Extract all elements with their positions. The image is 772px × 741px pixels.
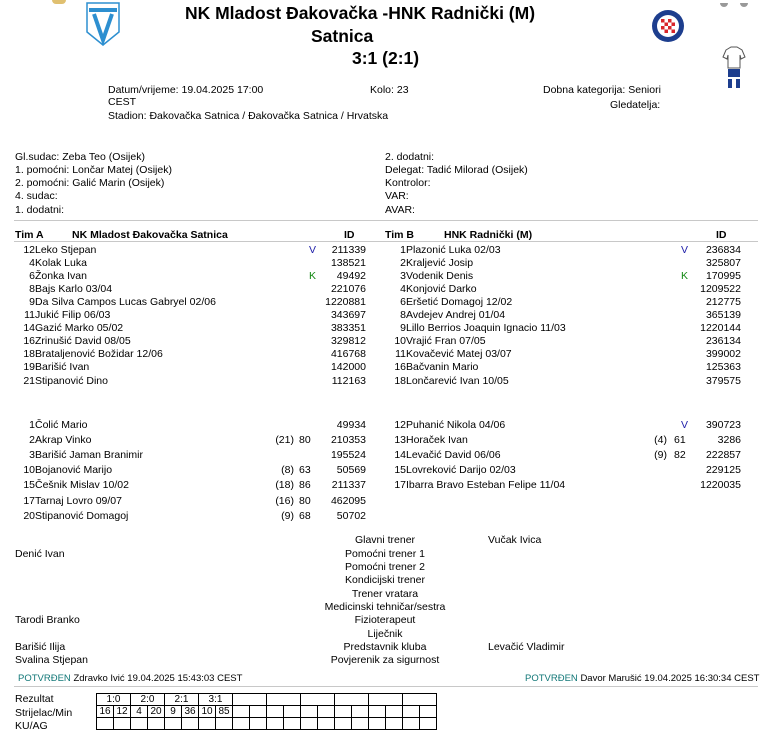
player-name: Levačić David 06/06 [406, 448, 501, 461]
ku-cell [318, 718, 335, 730]
result-cell [369, 694, 403, 706]
result-cell: 1:0 [97, 694, 131, 706]
player-number: 3 [29, 448, 35, 461]
substituted-player: (21) [275, 433, 294, 446]
match-category: Dobna kategorija: Seniori [543, 84, 661, 96]
player-id: 383351 [330, 322, 366, 335]
player-number: 18 [23, 348, 35, 361]
team-b-head-coach: Vučak Ivica [488, 534, 542, 546]
player-number: 16 [23, 335, 35, 348]
player-name: Vodenik Denis [406, 269, 474, 282]
scorer-cell: 9 [165, 706, 182, 718]
goalkeeper-mark: V [681, 418, 689, 431]
scorer-cell: 20 [148, 706, 165, 718]
player-row [0, 375, 772, 388]
result-cell [403, 694, 437, 706]
player-id: 195524 [330, 448, 366, 461]
divider [14, 220, 758, 221]
player-id: 343697 [330, 309, 366, 321]
player-id: 125363 [705, 361, 741, 374]
substitute-row [0, 449, 772, 462]
ku-cell [352, 718, 369, 730]
staff-role: Kondicijski trener [345, 574, 425, 586]
match-spectators: Gledatelja: [610, 99, 661, 111]
team-a-id-header: ID [344, 229, 355, 241]
substituted-player: (4) [654, 433, 667, 446]
player-name: Barišić Jaman Branimir [35, 448, 143, 461]
player-number: 20 [23, 509, 35, 522]
official: Gl.sudac: Zeba Teo (Osijek) [15, 151, 145, 163]
match-stadium: Stadion: Đakovačka Satnica / Đakovačka Satnica / Hrvatska [108, 110, 389, 122]
player-row [0, 335, 772, 348]
scorer-cell: 85 [216, 706, 233, 718]
captain-mark: K [309, 269, 317, 282]
official: VAR: [385, 190, 409, 202]
player-name: Akrap Vinko [35, 433, 92, 446]
confirm-text: Zdravko Ivić 19.04.2025 15:43:03 CEST [73, 673, 243, 684]
official: 4. sudac: [15, 190, 58, 202]
player-number: 15 [23, 479, 35, 492]
team-a-physio: Tarodi Branko [15, 614, 80, 626]
player-id: 222857 [705, 448, 741, 461]
team-b-club-rep: Levačić Vladimir [488, 641, 565, 653]
player-row [0, 361, 772, 374]
scoreboard-label-ku: KU/AG [15, 720, 48, 732]
player-number: 12 [394, 418, 406, 431]
official: 1. dodatni: [15, 204, 65, 216]
player-id: 212775 [705, 295, 741, 308]
confirm-label: POTVRĐEN [18, 673, 71, 684]
player-number: 4 [400, 282, 406, 295]
player-number: 18 [394, 374, 406, 387]
player-id: 210353 [330, 433, 366, 446]
player-number: 17 [23, 494, 35, 507]
player-number: 10 [394, 335, 406, 348]
corner-decoration-icon [716, 0, 752, 6]
player-id: 390723 [705, 418, 741, 431]
ku-row [97, 718, 437, 730]
player-id: 329812 [330, 335, 366, 348]
page-title: NK Mladost Đakovačka -HNK Radnički (M) [184, 3, 536, 23]
scorer-cell [369, 706, 386, 718]
player-number: 1 [29, 418, 35, 431]
player-id: 142000 [330, 361, 366, 374]
ku-cell [335, 718, 352, 730]
page-subtitle: Satnica [311, 26, 374, 46]
player-name: Gazić Marko 05/02 [35, 322, 124, 335]
player-number: 9 [400, 322, 406, 335]
substitution-minute: 61 [674, 433, 686, 446]
team-b-id-header: ID [716, 229, 727, 241]
captain-mark: K [681, 269, 689, 282]
player-row [0, 283, 772, 296]
player-id: 50702 [336, 509, 366, 522]
player-number: 9 [29, 295, 35, 308]
player-id: 379575 [705, 374, 741, 387]
staff-role: Predstavnik kluba [343, 641, 427, 653]
result-cell [335, 694, 369, 706]
away-club-logo [650, 8, 686, 44]
player-name: Horaček Ivan [406, 433, 468, 446]
player-name: Jukić Filip 06/03 [35, 309, 111, 321]
player-name: Eršetić Domagoj 12/02 [406, 295, 513, 308]
player-row [0, 348, 772, 361]
substitution-minute: 80 [299, 433, 311, 446]
match-score: 3:1 (2:1) [352, 48, 420, 68]
ku-cell [301, 718, 318, 730]
staff-role: Liječnik [367, 628, 403, 640]
substituted-player: (8) [281, 464, 294, 477]
ku-cell [250, 718, 267, 730]
match-timezone: CEST [108, 96, 137, 108]
player-id: 1220144 [700, 322, 741, 335]
team-a-club-rep: Barišić Ilija [15, 641, 66, 653]
player-name: Leko Stjepan [35, 243, 97, 256]
scorer-cell: 10 [199, 706, 216, 718]
scorer-cell [335, 706, 352, 718]
divider [14, 241, 758, 242]
player-number: 12 [23, 243, 35, 256]
result-cell: 3:1 [199, 694, 233, 706]
player-name: Stipanović Domagoj [35, 509, 129, 522]
team-a-security: Svalina Stjepan [15, 654, 88, 666]
player-name: Konjović Darko [406, 282, 477, 295]
scoreboard-label-scorer: Strijelac/Min [15, 707, 73, 719]
ku-cell [114, 718, 131, 730]
scorer-cell [301, 706, 318, 718]
player-number: 14 [394, 448, 406, 461]
confirm-text: Davor Marušić 19.04.2025 16:30:34 CEST [580, 673, 760, 684]
scorer-cell [420, 706, 437, 718]
substitute-row [0, 464, 772, 477]
player-row [0, 296, 772, 309]
staff-role: Glavni trener [354, 534, 416, 546]
scorer-cell [233, 706, 250, 718]
official: 2. dodatni: [385, 151, 435, 163]
player-name: Ibarra Bravo Esteban Felipe 11/04 [406, 479, 566, 492]
divider [14, 686, 758, 687]
staff-role: Trener vratara [351, 588, 419, 600]
player-number: 16 [394, 361, 406, 374]
result-cell [267, 694, 301, 706]
ku-cell [199, 718, 216, 730]
player-id: 112163 [331, 374, 366, 387]
confirm-label: POTVRĐEN [525, 673, 578, 684]
match-round: Kolo: 23 [370, 84, 409, 96]
player-id: 416768 [330, 348, 366, 361]
substitution-minute: 68 [299, 509, 311, 522]
official: Delegat: Tadić Milorad (Osijek) [385, 164, 528, 176]
result-cell: 2:1 [165, 694, 199, 706]
player-name: Plazonić Luka 02/03 [406, 243, 501, 256]
player-name: Vrajić Fran 07/05 [406, 335, 486, 348]
scoreboard-table [96, 693, 437, 730]
scorer-cell [352, 706, 369, 718]
player-number: 10 [23, 464, 35, 477]
player-id: 236834 [705, 243, 741, 256]
ku-cell [165, 718, 182, 730]
scorer-cell: 16 [97, 706, 114, 718]
ku-cell [284, 718, 301, 730]
player-name: Lillo Berrios Joaquin Ignacio 11/03 [406, 322, 566, 335]
confirm-left [18, 673, 242, 684]
ku-cell [420, 718, 437, 730]
team-b-label: Tim B [385, 229, 414, 241]
scorer-cell [403, 706, 420, 718]
player-name: Barišić Ivan [35, 361, 90, 374]
scorer-cell [386, 706, 403, 718]
ku-cell [233, 718, 250, 730]
official: AVAR: [385, 204, 415, 216]
player-name: Brataljenović Božidar 12/06 [35, 348, 163, 361]
player-number: 17 [394, 479, 406, 492]
ku-cell [97, 718, 114, 730]
player-row [0, 257, 772, 270]
player-number: 2 [400, 256, 406, 269]
scorer-cell: 12 [114, 706, 131, 718]
player-id: 50569 [336, 464, 366, 477]
player-number: 13 [394, 433, 406, 446]
player-number: 19 [23, 361, 35, 374]
player-number: 2 [29, 433, 35, 446]
result-cell: 2:0 [131, 694, 165, 706]
player-name: Čolić Mario [35, 418, 88, 431]
substitute-row [0, 434, 772, 447]
staff-role: Fizioterapeut [354, 614, 416, 626]
player-number: 15 [394, 464, 406, 477]
player-number: 14 [23, 322, 35, 335]
official: Kontrolor: [385, 177, 431, 189]
team-a-label: Tim A [15, 229, 44, 241]
player-id: 49492 [336, 269, 366, 282]
home-club-logo [86, 2, 120, 46]
player-name: Bojanović Marijo [35, 464, 113, 477]
substitution-minute: 86 [299, 479, 311, 492]
player-id: 462095 [330, 494, 366, 507]
scorer-row [97, 706, 437, 718]
player-id: 229125 [705, 464, 741, 477]
player-number: 1 [400, 243, 406, 256]
player-id: 138521 [330, 256, 366, 269]
substituted-player: (9) [281, 509, 294, 522]
substitution-minute: 80 [299, 494, 311, 507]
player-id: 1220035 [700, 479, 741, 492]
staff-role: Medicinski tehničar/sestra [324, 601, 446, 613]
ku-cell [403, 718, 420, 730]
player-name: Žonka Ivan [35, 269, 87, 282]
substitute-row [0, 510, 772, 523]
player-number: 11 [24, 309, 35, 321]
ku-cell [267, 718, 284, 730]
player-id: 170995 [705, 269, 741, 282]
corner-decoration-icon [52, 0, 66, 4]
player-name: Zrinušić David 08/05 [35, 335, 131, 348]
result-cell [301, 694, 335, 706]
scorer-cell [318, 706, 335, 718]
player-id: 211337 [331, 479, 366, 492]
ku-cell [386, 718, 403, 730]
player-id: 365139 [705, 309, 741, 321]
result-cell [233, 694, 267, 706]
player-number: 8 [29, 282, 35, 295]
player-name: Tarnaj Lovro 09/07 [35, 494, 122, 507]
official: 2. pomoćni: Galić Marin (Osijek) [15, 177, 165, 189]
player-name: Bačvanin Mario [406, 361, 479, 374]
player-row [0, 322, 772, 335]
player-name: Kovačević Matej 03/07 [406, 348, 512, 361]
player-id: 3286 [717, 433, 741, 446]
scorer-cell: 4 [131, 706, 148, 718]
ku-cell [182, 718, 199, 730]
team-b-name: HNK Radnički (M) [444, 229, 533, 241]
player-id: 399002 [705, 348, 741, 361]
player-id: 1209522 [700, 282, 741, 295]
player-number: 11 [395, 348, 406, 361]
substitute-row [0, 495, 772, 508]
player-id: 221076 [330, 282, 366, 295]
player-name: Kolak Luka [35, 256, 87, 269]
ku-cell [148, 718, 165, 730]
scorer-cell [284, 706, 301, 718]
player-number: 6 [29, 269, 35, 282]
substituted-player: (9) [654, 448, 667, 461]
player-name: Bajs Karlo 03/04 [35, 282, 113, 295]
player-id: 49934 [336, 418, 366, 431]
staff-role: Pomoćni trener 2 [345, 561, 425, 573]
player-number: 21 [23, 374, 35, 387]
ku-cell [131, 718, 148, 730]
substitute-row [0, 479, 772, 492]
goalkeeper-mark: V [309, 243, 317, 256]
kit-icon [722, 46, 746, 90]
player-name: Lovreković Darijo 02/03 [406, 464, 516, 477]
team-a-assistant-coach: Denić Ivan [15, 548, 65, 560]
substitute-row [0, 419, 772, 432]
team-a-name: NK Mladost Đakovačka Satnica [72, 229, 228, 241]
player-id: 1220881 [325, 295, 366, 308]
ku-cell [369, 718, 386, 730]
player-id: 325807 [705, 256, 741, 269]
player-number: 4 [29, 256, 35, 269]
player-row [0, 309, 772, 322]
player-id: 211339 [331, 243, 366, 256]
player-name: Puhanić Nikola 04/06 [406, 418, 506, 431]
scorer-cell [250, 706, 267, 718]
player-name: Češnik Mislav 10/02 [35, 479, 129, 492]
result-row [97, 694, 437, 706]
ku-cell [216, 718, 233, 730]
player-row [0, 244, 772, 257]
player-row [0, 270, 772, 283]
scorer-cell [267, 706, 284, 718]
match-datetime: Datum/vrijeme: 19.04.2025 17:00 [108, 84, 264, 96]
scorer-cell: 36 [182, 706, 199, 718]
scoreboard-label-result: Rezultat [15, 693, 54, 705]
confirm-right [525, 673, 759, 684]
player-id: 236134 [705, 335, 741, 348]
substitution-minute: 63 [299, 464, 311, 477]
goalkeeper-mark: V [681, 243, 689, 256]
substitution-minute: 82 [674, 448, 686, 461]
substituted-player: (18) [275, 479, 294, 492]
player-number: 3 [400, 269, 406, 282]
player-number: 8 [400, 309, 406, 321]
player-name: Stipanović Dino [35, 374, 108, 387]
staff-role: Povjerenik za sigurnost [330, 654, 440, 666]
player-name: Kraljević Josip [406, 256, 474, 269]
staff-role: Pomoćni trener 1 [345, 548, 425, 560]
official: 1. pomoćni: Lončar Matej (Osijek) [15, 164, 172, 176]
player-name: Da Silva Campos Lucas Gabryel 02/06 [35, 295, 216, 308]
substituted-player: (16) [275, 494, 294, 507]
player-name: Avdejev Andrej 01/04 [406, 309, 506, 321]
player-name: Lončarević Ivan 10/05 [406, 374, 509, 387]
player-number: 6 [400, 295, 406, 308]
